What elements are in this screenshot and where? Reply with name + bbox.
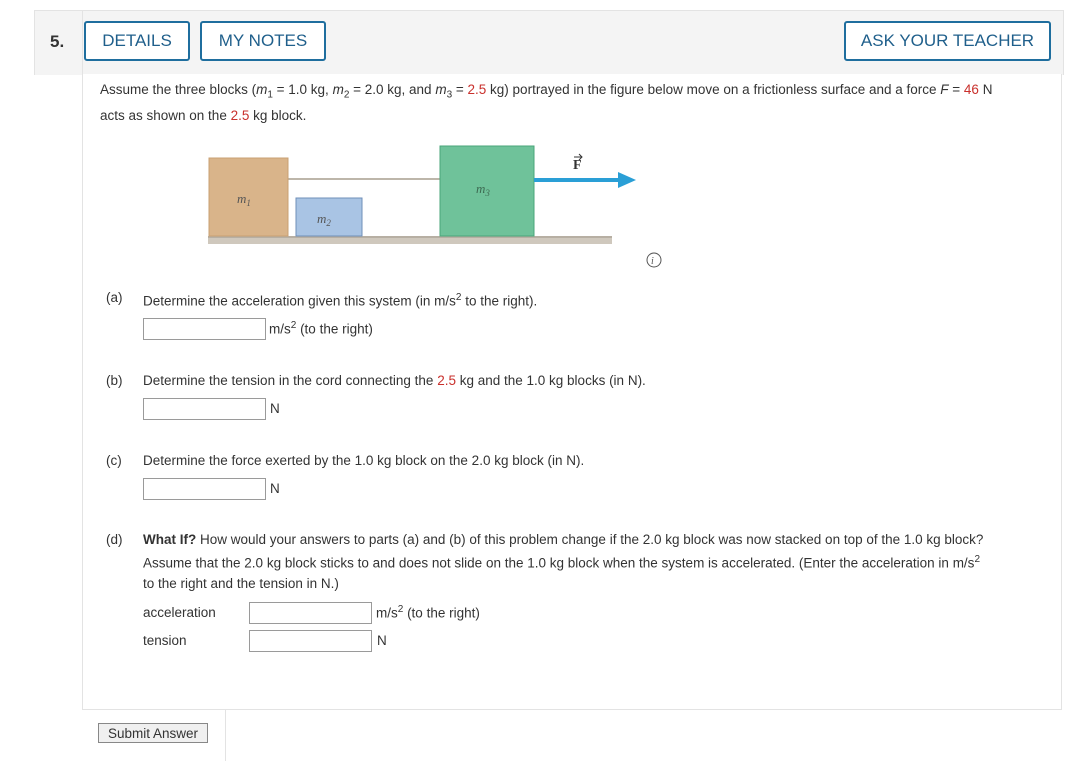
part-d-question: What If? How would your answers to parts (a) and (b) of this problem change if the 2.0 kg block was now stacked on top of the 1.0 kg block? Assume that the 2.0 kg block sticks to and does not slide on the 1.0 kg block when the system is accelerated. (Enter the acceleration in $m/s^2$ to the right and the tension in N.) <box>143 532 984 591</box>
block-m3-label: $m_3$ <box>476 181 490 198</box>
part-c-unit: N <box>270 481 280 496</box>
part-a-answer-input[interactable] <box>143 318 266 340</box>
part-c-question: Determine the force exerted by the 1.0 kg block on the 2.0 kg block (in N). <box>143 453 585 468</box>
force-label: F <box>573 158 582 173</box>
block-m2 <box>296 198 362 236</box>
info-icon[interactable] <box>647 253 661 267</box>
acceleration-label: acceleration <box>143 605 216 620</box>
block-m2-label: $m_2$ <box>317 211 331 228</box>
block-m1 <box>209 158 288 236</box>
part-b-label: (b) <box>106 373 123 388</box>
ask-your-teacher-button[interactable]: ASK YOUR TEACHER <box>844 21 1051 61</box>
details-button[interactable]: DETAILS <box>84 21 190 61</box>
blocks-figure <box>200 140 670 275</box>
part-d-tension-input[interactable] <box>249 630 372 652</box>
part-c-label: (c) <box>106 453 122 468</box>
my-notes-button[interactable]: MY NOTES <box>200 21 326 61</box>
part-a-unit: $m/s^2$ (to the right) <box>269 320 373 337</box>
part-b-question: Determine the tension in the cord connecting the 2.5 kg and the 1.0 kg blocks (in N). <box>143 373 646 388</box>
part-d-acceleration-unit: $m/s^2$ (to the right) <box>376 604 480 621</box>
part-a-label: (a) <box>106 290 123 305</box>
part-b-answer-input[interactable] <box>143 398 266 420</box>
svg-text:i: i <box>651 256 654 267</box>
part-a-question: Determine the acceleration given this system (in $m/s^2$ to the right). <box>143 292 538 309</box>
tension-label: tension <box>143 633 187 648</box>
part-c-answer-input[interactable] <box>143 478 266 500</box>
question-number: 5. <box>50 32 65 51</box>
submit-answer-button[interactable]: Submit Answer <box>98 723 208 743</box>
part-b-unit: N <box>270 401 280 416</box>
block-m1-label: $m_1$ <box>237 191 251 208</box>
force-arrowhead <box>618 172 636 188</box>
part-d-label: (d) <box>106 532 123 547</box>
part-d-tension-unit: N <box>377 633 387 648</box>
problem-statement: Assume the three blocks ($m_1 = 1.0$ kg, $m_2 = 2.0$ kg, and $m_3 = 2.5$ kg) portrayed in the figure below move on a frictionless surface and a force F = 46 N acts as shown on the 2.5 kg block. <box>100 82 993 123</box>
part-d-acceleration-input[interactable] <box>249 602 372 624</box>
